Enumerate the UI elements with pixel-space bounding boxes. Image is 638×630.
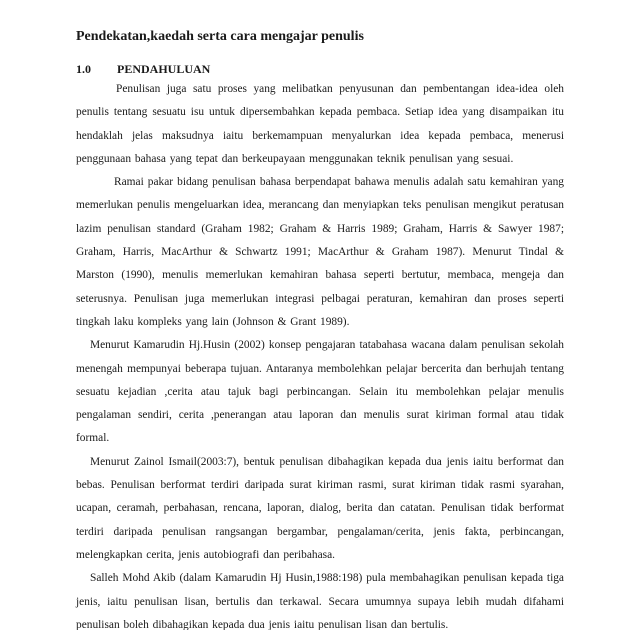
body-text — [76, 78, 564, 630]
section-heading — [76, 62, 210, 77]
document-title: Pendekatan,kaedah serta cara mengajar penulis — [76, 29, 364, 44]
section-number: 1.0 — [76, 62, 91, 76]
paragraph-2: Ramai pakar bidang penulisan bahasa berpendapat bahawa menulis adalah satu kemahiran yang memerlukan penulis mengeluarkan idea, merancang dan menyiapkan teks penulisan mengikut peratusan lazim penulisan standard (Graham 1982; Graham & Harris 1989; Graham, Harris & Sawyer 1987; Graham, Harris, MacArthur & Schwartz 1991; MacArthur & Graham 1987). Menurut Tindal & Marston (1990), menulis memerlukan kemahiran bahasa seperti bertutur, membaca, mengeja dan seterusnya. Penulisan juga memerlukan integrasi pelbagai peraturan, kemahiran dan proses seperti tingkah laku kompleks yang lain (Johnson & Grant 1989). — [76, 176, 564, 328]
paragraph-5: Salleh Mohd Akib (dalam Kamarudin Hj Husin,1988:198) pula membahagikan penulisan kepada tiga jenis, iaitu penulisan lisan, bertulis dan terkawal. Secara umumnya supaya lebih mudah difahami penulisan boleh dibahagikan kepada dua jenis iaitu penulisan lisan dan bertulis. — [76, 572, 564, 630]
paragraph-1: Penulisan juga satu proses yang melibatkan penyusunan dan pembentangan idea-idea oleh penulis tentang sesuatu isu untuk dipersembahkan kepada pembaca. Setiap idea yang disampaikan itu hendaklah jelas maksudnya iaitu berkemampuan menyalurkan idea kepada pembaca, menerusi penggunaan bahasa yang tepat dan berkeupayaan menggunakan teknik penulisan yang sesuai. — [76, 83, 564, 165]
section-title: PENDAHULUAN — [117, 62, 211, 76]
paragraph-4: Menurut Zainol Ismail(2003:7), bentuk penulisan dibahagikan kepada dua jenis iaitu berformat dan bebas. Penulisan berformat terdiri daripada surat kiriman rasmi, surat kiriman tidak rasmi syarahan, ucapan, ceramah, perbahasan, rencana, laporan, dialog, berita dan catatan. Penulisan tidak berformat terdiri daripada penulisan rangsangan bergambar, pengalaman/cerita, jenis fakta, perbincangan, melengkapkan cerita, jenis autobiografi dan peribahasa. — [76, 455, 564, 561]
paragraph-3: Menurut Kamarudin Hj.Husin (2002) konsep pengajaran tatabahasa wacana dalam penulisan sekolah menengah mempunyai beberapa tujuan. Antaranya membolehkan pelajar bercerita dan berhujah tentang sesuatu kejadian ,cerita atau tajuk bagi perbincangan. Selain itu membolehkan pelajar menulis pengalaman sendiri, cerita ,penerangan atau laporan dan menulis surat kiriman formal atau tidak formal. — [76, 339, 564, 445]
